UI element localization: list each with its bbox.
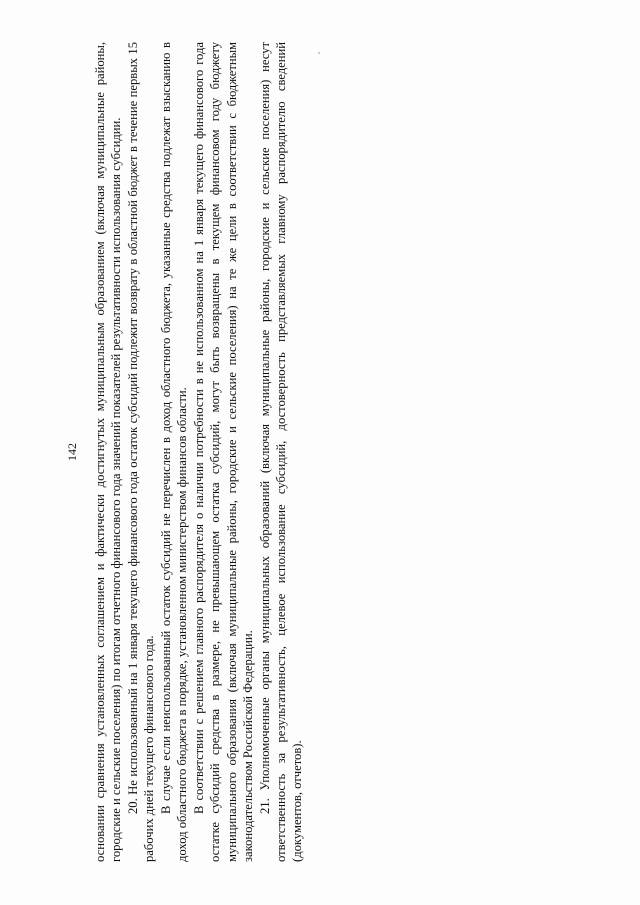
paragraph-21: 21. Уполномоченные органы муниципальных образований (включая муниципальные районы, городские и сельские поселения) несут ответственность за результативность, целевое использование субсидий, достоверность представляемых главному распорядителю сведений (документов, отчетов).	[257, 42, 305, 862]
paragraph-return-decision: В соответствии с решением главного распорядителя о наличии потребности в не использованном на 1 января текущего финансового года остатке субсидий средства в размере, не превышающем остатка субсидий, могут быть возвращены в текущем финансовом году бюджету муниципального образования (включая муниципальные районы, городские и сельские поселения) на те же цели в соответствии с бюджетным законодательством Российской Федерации.	[191, 42, 256, 862]
rotated-text-block	[65, 42, 342, 862]
scan-speck	[318, 52, 320, 54]
page-number: 142	[65, 443, 79, 461]
paragraph-20: 20. Не использованный на 1 января текущего финансового года остаток субсидий подлежит возврату в областной бюджет в течение первых 15 рабочих дней текущего финансового года.	[125, 42, 157, 862]
paragraph-continuation: основании сравнения установленных соглашением и фактически достигнутых муниципальным образованием (включая муниципальные районы, городские и сельские поселения) по итогам отчетного финансового года значений показателей результативности использования субсидии.	[93, 42, 124, 862]
paragraph-unused-balance: В случае если неиспользованный остаток субсидий не перечислен в доход областного бюджета, указанные средства подлежат взысканию в доход областного бюджета в порядке, установленном министерством финансов области.	[158, 42, 190, 862]
